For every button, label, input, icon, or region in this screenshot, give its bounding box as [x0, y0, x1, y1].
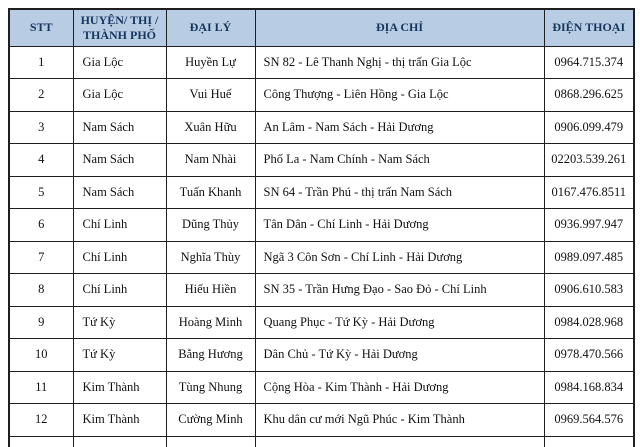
cell-district: Chí Linh: [73, 241, 166, 274]
cell-agent: Cường Minh: [166, 404, 255, 437]
cell-district: Kim Thành: [73, 371, 166, 404]
cell-address: Ngã 3 Côn Sơn - Chí Linh - Hải Dương: [255, 241, 544, 274]
cell-agent: Xuân Hữu: [166, 111, 255, 144]
cell-phone: 0167.476.8511: [544, 176, 634, 209]
header-phone: ĐIỆN THOẠI: [544, 9, 634, 46]
cell-agent: Dũng Thủy: [166, 209, 255, 242]
cell-agent: Tùng Nhung: [166, 371, 255, 404]
cell-district: Tứ Kỳ: [73, 339, 166, 372]
cell-district: Nam Sách: [73, 144, 166, 177]
cell-address: Quang Phục - Tứ Kỳ - Hải Dương: [255, 306, 544, 339]
table-row: [9, 209, 634, 242]
cell-agent: Nghĩa Thùy: [166, 241, 255, 274]
table-row: [9, 79, 634, 112]
cell-stt: 1: [9, 46, 73, 79]
cell-address: Khu dân cư mới Ngũ Phúc - Kim Thành: [255, 404, 544, 437]
cell-stt: 9: [9, 306, 73, 339]
header-agent: ĐẠI LÝ: [166, 9, 255, 46]
cell-address: Dân Chủ - Tứ Kỳ - Hải Dương: [255, 339, 544, 372]
cell-phone: [544, 436, 634, 447]
cell-phone: 0936.997.947: [544, 209, 634, 242]
cell-agent: Bằng Hương: [166, 339, 255, 372]
cell-address: Cộng Hòa - Kim Thành - Hải Dương: [255, 371, 544, 404]
cell-phone: 0978.470.566: [544, 339, 634, 372]
table-row: [9, 241, 634, 274]
table-row: [9, 306, 634, 339]
cell-district: Gia Lộc: [73, 79, 166, 112]
table-row: [9, 371, 634, 404]
cell-phone: 02203.539.261: [544, 144, 634, 177]
cell-stt: 4: [9, 144, 73, 177]
cell-stt: 3: [9, 111, 73, 144]
cell-agent: Hoàng Minh: [166, 306, 255, 339]
table-header-row: [9, 9, 634, 46]
cell-address: SN 64 - Trần Phú - thị trấn Nam Sách: [255, 176, 544, 209]
cell-address: SN 82 - Lê Thanh Nghị - thị trấn Gia Lộc: [255, 46, 544, 79]
cell-address: Tân Dân - Chí Linh - Hải Dương: [255, 209, 544, 242]
table-row: [9, 274, 634, 307]
cell-phone: 0964.715.374: [544, 46, 634, 79]
cell-district: [73, 436, 166, 447]
cell-district: Chí Linh: [73, 274, 166, 307]
header-stt: STT: [9, 9, 73, 46]
table-row: [9, 111, 634, 144]
table-row: [9, 176, 634, 209]
dealer-table: [8, 8, 635, 447]
cell-stt: 12: [9, 404, 73, 437]
header-district: HUYỆN/ THỊ / THÀNH PHỐ: [73, 9, 166, 46]
cell-district: Chí Linh: [73, 209, 166, 242]
table-row: [9, 404, 634, 437]
cell-phone: 0984.028.968: [544, 306, 634, 339]
cell-agent: [166, 436, 255, 447]
table-row: [9, 144, 634, 177]
cell-district: Nam Sách: [73, 176, 166, 209]
cell-district: Nam Sách: [73, 111, 166, 144]
cell-phone: 0906.099.479: [544, 111, 634, 144]
cell-address: [255, 436, 544, 447]
cell-stt: 8: [9, 274, 73, 307]
cell-phone: 0984.168.834: [544, 371, 634, 404]
cell-phone: 0969.564.576: [544, 404, 634, 437]
cell-district: Gia Lộc: [73, 46, 166, 79]
cell-phone: 0868.296.625: [544, 79, 634, 112]
cell-agent: Tuấn Khanh: [166, 176, 255, 209]
header-address: ĐỊA CHỈ: [255, 9, 544, 46]
cell-stt: 2: [9, 79, 73, 112]
cell-district: Kim Thành: [73, 404, 166, 437]
cell-stt: 7: [9, 241, 73, 274]
cell-agent: Vui Huế: [166, 79, 255, 112]
cell-phone: 0906.610.583: [544, 274, 634, 307]
cell-agent: Hiếu Hiền: [166, 274, 255, 307]
cell-district: Tứ Kỳ: [73, 306, 166, 339]
cell-stt: 6: [9, 209, 73, 242]
cell-address: An Lâm - Nam Sách - Hải Dương: [255, 111, 544, 144]
cell-stt: 11: [9, 371, 73, 404]
table-row: [9, 339, 634, 372]
cell-address: SN 35 - Trần Hưng Đạo - Sao Đỏ - Chí Linh: [255, 274, 544, 307]
cell-stt: [9, 436, 73, 447]
cell-phone: 0989.097.485: [544, 241, 634, 274]
cell-address: Phố La - Nam Chính - Nam Sách: [255, 144, 544, 177]
cell-agent: Nam Nhài: [166, 144, 255, 177]
table-row: [9, 46, 634, 79]
cell-stt: 10: [9, 339, 73, 372]
table-row-partial: [9, 436, 634, 447]
cell-agent: Huyền Lự: [166, 46, 255, 79]
cell-address: Công Thượng - Liên Hồng - Gia Lộc: [255, 79, 544, 112]
cell-stt: 5: [9, 176, 73, 209]
